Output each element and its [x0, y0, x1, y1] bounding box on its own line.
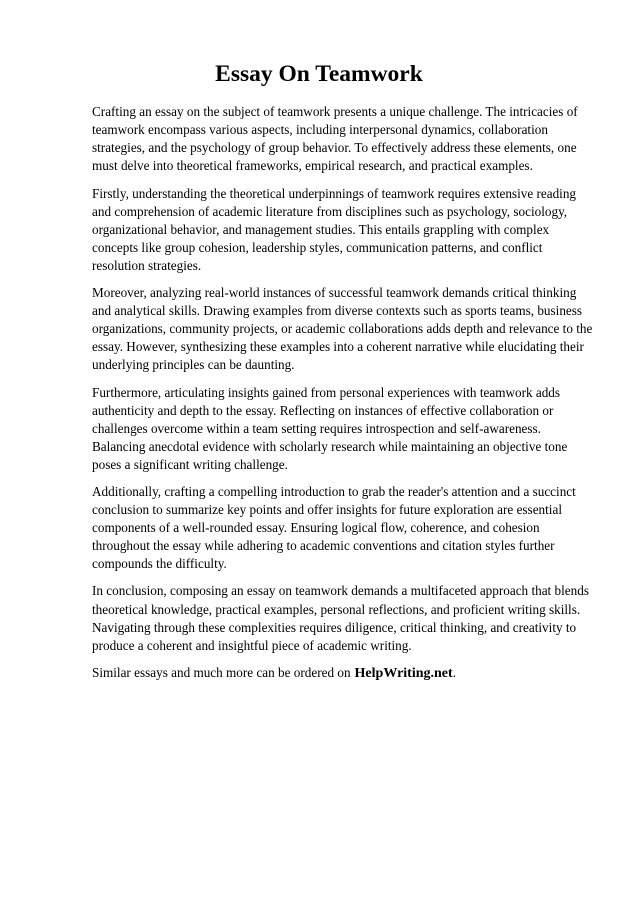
paragraph-structure: Additionally, crafting a compelling introduction to grab the reader's attention and a succinct conclusion to summarize key points and offer insights for future exploration are essential components of a well-rounded essay. Ensuring logical flow, coherence, and cohesion throughout the essay while adhering to academic conventions and citation styles further compounds the difficulty.: [92, 483, 576, 572]
paragraph-real-world: Moreover, analyzing real-world instances of successful teamwork demands critical thinking and analytical skills. Drawing examples from diverse contexts such as sports teams, business organizations, community projects, or academic collaborations adds depth and relevance to the essay. However, synthesizing these examples into a coherent narrative while elucidating their underlying principles can be daunting.: [92, 285, 593, 373]
helpwriting-link[interactable]: HelpWriting.net: [354, 665, 453, 681]
paragraph-theory: Firstly, understanding the theoretical underpinnings of teamwork requires extensive reading and comprehension of academic literature from disciplines such as psychology, sociology, organizational behavior, and management studies. This entails grappling with complex concepts like group cohesion, leadership styles, communication patterns, and conflict resolution strategies.: [92, 185, 577, 273]
closing-period: .: [452, 664, 456, 680]
paragraph-intro: Crafting an essay on the subject of teamwork presents a unique challenge. The intricacies of teamwork encompass various aspects, including interpersonal dynamics, collaboration strategies, and the psychology of group behavior. To effectively address these elements, one must delve into theoretical frameworks, empirical research, and practical examples.: [92, 104, 578, 174]
closing-line: [92, 664, 594, 683]
paragraph-personal: Furthermore, articulating insights gained from personal experiences with teamwork adds authenticity and depth to the essay. Reflecting on instances of effective collaboration or challenges overcome within a team setting requires introspection and self-awareness. Balancing anecdotal evidence with scholarly research while maintaining an objective tone poses a significant writing challenge.: [92, 384, 568, 472]
closing-text: Similar essays and much more can be ordered on: [92, 664, 351, 680]
document-title: Essay On Teamwork: [215, 61, 423, 87]
paragraph-conclusion: In conclusion, composing an essay on teamwork demands a multifaceted approach that blends theoretical knowledge, practical examples, personal reflections, and proficient writing skills. Navigating through these complexities requires diligence, critical thinking, and creativity to produce a coherent and insightful piece of academic writing.: [92, 583, 589, 653]
